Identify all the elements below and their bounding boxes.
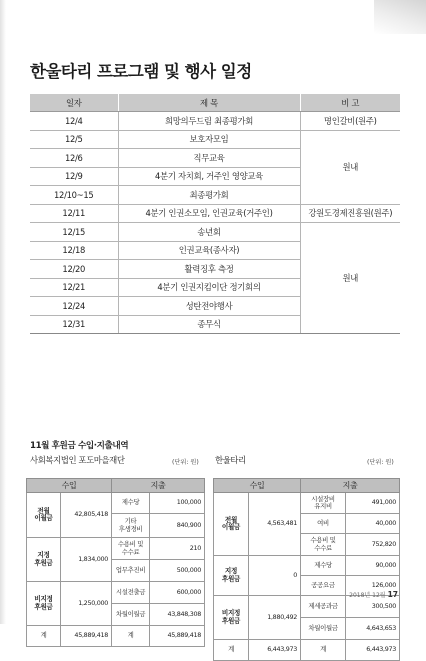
row-date: 12/11 [30, 204, 118, 223]
expense-amount: 4,643,653 [346, 618, 400, 640]
row-title: 4분기 인권소모임, 인권교육(거주인) [118, 204, 300, 223]
income-label: 지정 후원금 [27, 538, 61, 582]
expense-amount: 491,000 [346, 493, 400, 514]
expense-label: 업무추진비 [112, 560, 150, 582]
row-date: 12/15 [30, 223, 118, 242]
row-note-merged: 원내 [300, 223, 400, 334]
row-title: 인권교육(종사자) [118, 241, 300, 260]
total-income: 6,443,973 [249, 640, 301, 661]
income-amount: 1,250,000 [61, 582, 112, 626]
page-title: 한울타리 프로그램 및 행사 일정 [30, 62, 252, 81]
hanultari-unit: (단위: 원) [367, 459, 394, 466]
row-date: 12/4 [30, 112, 118, 131]
income-label: 비지정 후원금 [27, 582, 61, 626]
income-amount: 42,805,418 [61, 493, 112, 538]
row-title: 4분기 인권지킴이단 정기회의 [118, 278, 300, 297]
row-date: 12/18 [30, 241, 118, 260]
expense-label: 차월이월금 [112, 604, 150, 626]
issue-date: 2018년 12월 [349, 592, 386, 599]
row-note-merged: 원내 [300, 130, 400, 204]
expense-label: 기타 후생경비 [112, 514, 150, 538]
foundation-finance-table [26, 478, 205, 647]
foundation-unit: (단위: 원) [172, 459, 199, 466]
header-date: 일자 [30, 94, 118, 112]
income-amount: 1,880,492 [249, 596, 301, 640]
page-number: 17 [387, 590, 398, 599]
row-date: 12/5 [30, 130, 118, 149]
expense-label: 여비 [301, 514, 346, 534]
total-income: 45,889,418 [61, 626, 112, 647]
expense-amount: 126,000 [346, 576, 400, 596]
finance-section-title: 11월 후원금 수입·지출내역 [30, 441, 129, 451]
row-title: 송년회 [118, 223, 300, 242]
expense-label: 차월이월금 [301, 618, 346, 640]
row-title: 종무식 [118, 315, 300, 334]
income-label: 지정 후원금 [214, 556, 249, 596]
expense-label: 시설전출금 [112, 582, 150, 604]
row-title: 희망의두드림 최종평가회 [118, 112, 300, 131]
row-date: 12/6 [30, 149, 118, 168]
income-amount: 1,834,000 [61, 538, 112, 582]
total-label: 계 [112, 626, 150, 647]
total-label: 계 [214, 640, 249, 661]
income-amount: 4,563,481 [249, 493, 301, 556]
expense-amount: 90,000 [346, 556, 400, 576]
expense-amount: 100,000 [150, 493, 205, 514]
expense-amount: 43,848,308 [150, 604, 205, 626]
total-label: 계 [27, 626, 61, 647]
total-label: 계 [301, 640, 346, 661]
expense-label: 수용비 및 수수료 [112, 538, 150, 560]
row-date: 12/10~15 [30, 186, 118, 205]
row-title: 4분기 자치회, 거주인 영양교육 [118, 167, 300, 186]
row-title: 성탄전야행사 [118, 297, 300, 316]
row-title: 활력징후 측정 [118, 260, 300, 279]
header-income: 수입 [214, 479, 301, 493]
expense-label: 공공요금 [301, 576, 346, 596]
income-label: 전월 이월금 [27, 493, 61, 538]
income-amount: 0 [249, 556, 301, 596]
expense-amount: 840,900 [150, 514, 205, 538]
row-title: 직무교육 [118, 149, 300, 168]
income-label: 전월 이월금 [214, 493, 249, 556]
expense-label: 수용비 및 수수료 [301, 534, 346, 556]
table-row [30, 130, 400, 149]
expense-amount: 752,820 [346, 534, 400, 556]
row-note: 강원도경제진흥원(원주) [300, 204, 400, 223]
hanultari-finance-table [213, 478, 400, 661]
expense-amount: 210 [150, 538, 205, 560]
row-title: 최종평가회 [118, 186, 300, 205]
expense-label: 제수당 [112, 493, 150, 514]
schedule-table [30, 94, 400, 334]
expense-amount: 40,000 [346, 514, 400, 534]
row-date: 12/9 [30, 167, 118, 186]
total-expense: 6,443,973 [346, 640, 400, 661]
foundation-name: 사회복지법인 포도마을재단 [30, 455, 125, 465]
total-expense: 45,889,418 [150, 626, 205, 647]
row-date: 12/20 [30, 260, 118, 279]
table-row [30, 204, 400, 223]
expense-label: 제세공과금 [301, 596, 346, 618]
expense-amount: 600,000 [150, 582, 205, 604]
row-date: 12/21 [30, 278, 118, 297]
row-title: 보호자모임 [118, 130, 300, 149]
expense-label: 시설장비 유지비 [301, 493, 346, 514]
table-row [30, 223, 400, 242]
header-note: 비 고 [300, 94, 400, 112]
expense-label: 제수당 [301, 556, 346, 576]
expense-amount: 300,500 [346, 596, 400, 618]
header-expense: 지출 [301, 479, 400, 493]
page-edge-shadow [0, 0, 6, 624]
row-note: 명인갈비(원주) [300, 112, 400, 131]
hanultari-name: 한울타리 [215, 455, 246, 465]
table-row [30, 112, 400, 131]
header-title: 제 목 [118, 94, 300, 112]
page-footer [349, 590, 398, 599]
expense-amount: 500,000 [150, 560, 205, 582]
income-label: 비지정 후원금 [214, 596, 249, 640]
schedule-header-row [30, 94, 400, 112]
row-date: 12/31 [30, 315, 118, 334]
header-income: 수입 [27, 479, 112, 493]
row-date: 12/24 [30, 297, 118, 316]
header-expense: 지출 [112, 479, 205, 493]
page-corner-shade [374, 0, 426, 34]
